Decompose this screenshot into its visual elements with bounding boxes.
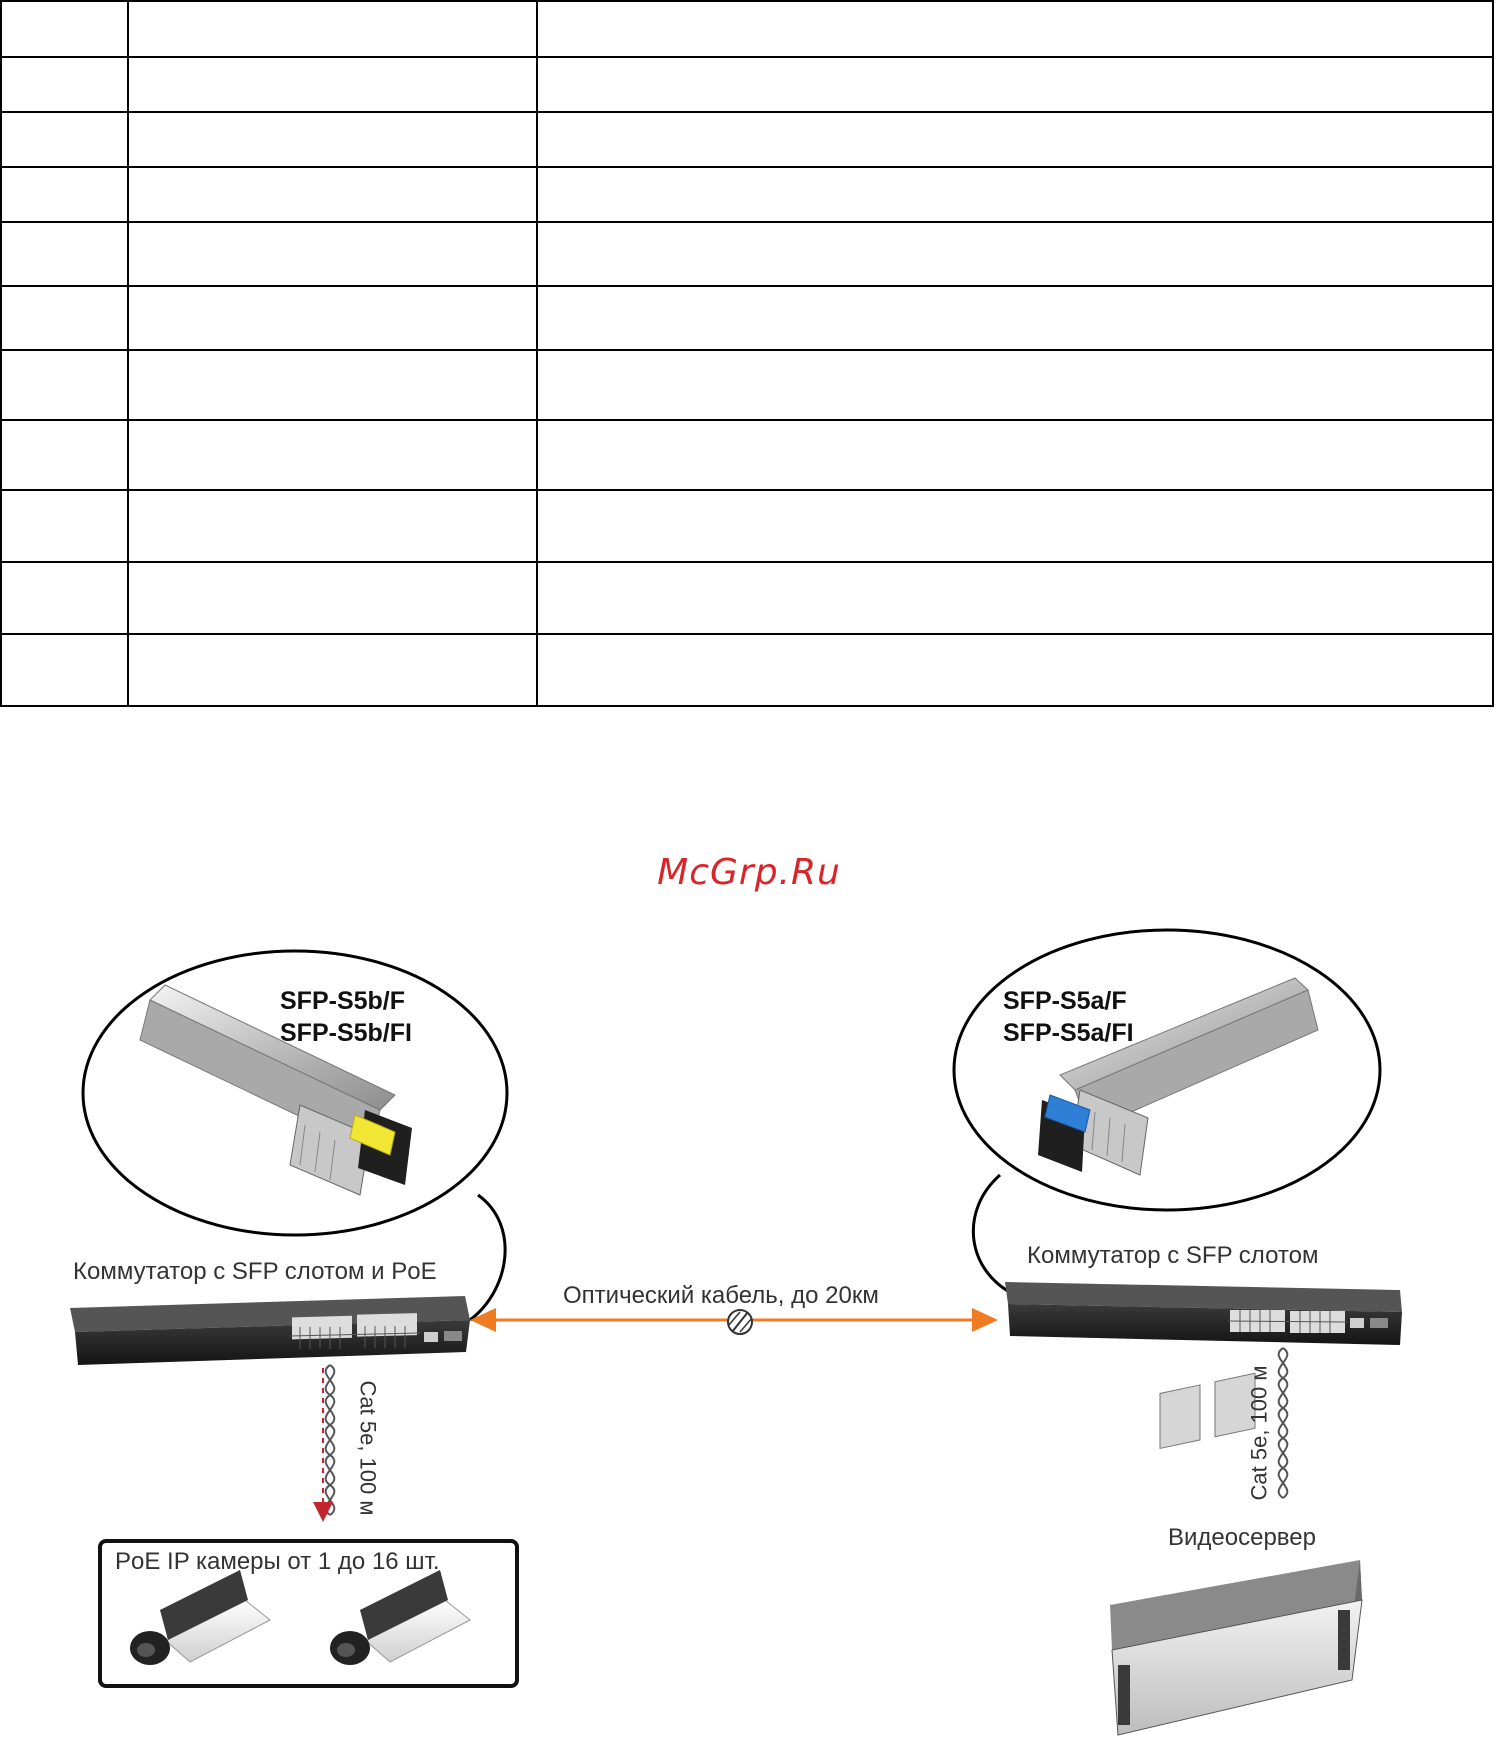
server-label: Видеосервер	[1168, 1524, 1316, 1551]
right-connector-line	[973, 1175, 1015, 1295]
right-sfp-bubble	[954, 930, 1380, 1210]
left-switch-label: Коммутатор с SFP слотом и PoE	[73, 1258, 437, 1285]
left-cable-label: Cat 5e, 100 м	[355, 1380, 381, 1516]
fiber-link-label: Оптический кабель, до 20км	[563, 1282, 879, 1309]
fiber-arrow-right	[972, 1308, 998, 1332]
cameras-label: PoE IP камеры от 1 до 16 шт.	[115, 1548, 440, 1575]
right-switch-icon	[1005, 1282, 1402, 1345]
left-sfp-models	[280, 985, 412, 1049]
right-sfp-models	[1003, 985, 1134, 1049]
fiber-arrow-left	[470, 1308, 496, 1332]
video-server-icon	[1110, 1373, 1362, 1735]
left-switch-icon	[70, 1296, 470, 1365]
fiber-link	[470, 1308, 998, 1334]
right-cable-label: Cat 5e, 100 м	[1246, 1365, 1272, 1501]
right-switch-label: Коммутатор с SFP слотом	[1027, 1242, 1319, 1269]
left-sfp-model: SFP-S5b/F	[280, 987, 406, 1015]
left-connector-line	[470, 1195, 505, 1320]
right-sfp-model: SFP-S5a/FI	[1003, 1019, 1134, 1047]
right-sfp-model: SFP-S5a/F	[1003, 987, 1127, 1015]
watermark: McGrp.Ru	[657, 852, 841, 893]
right-cat5e-cable	[1279, 1348, 1288, 1498]
left-sfp-model: SFP-S5b/FI	[280, 1019, 412, 1047]
left-cat5e-cable	[323, 1365, 334, 1515]
